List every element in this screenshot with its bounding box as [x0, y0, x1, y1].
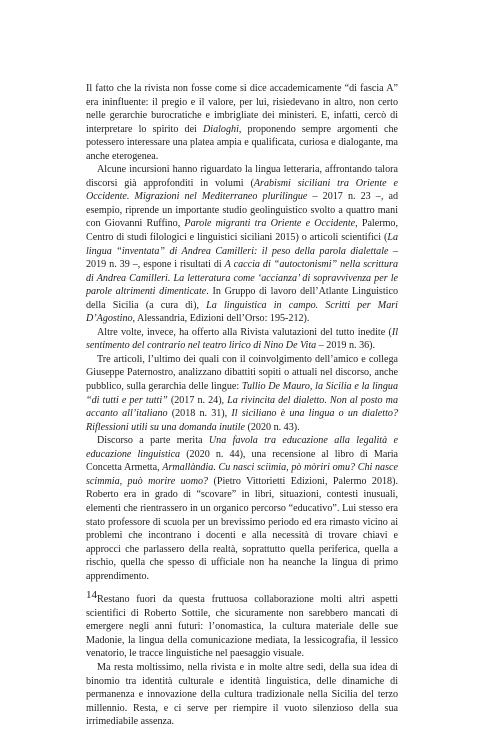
- italic-text: La rivincita del dialetto. Non al posto ma accanto all’italiano: [86, 394, 398, 420]
- paragraph: [86, 82, 398, 163]
- italic-text: Una favola tra educazione alla legalità e educazione linguistica: [86, 435, 398, 460]
- text-run: (2020 n. 44), una recensione al libro di Maria Concetta Armetta,: [86, 448, 398, 474]
- text-run: (2017 n. 24),: [167, 394, 228, 406]
- text-run: Il fatto che la rivista non fosse come si dice accademicamente “di fascia A” era ininfluente: il pregio e il valore, per lui, risiedevano in altro, non certo nelle gerarchie burocratiche e imbrigliate dei ministeri. E, infatti, cercò di interpretare lo spirito dei: [86, 83, 398, 135]
- text-run: – 2019 n. 36).: [316, 340, 376, 352]
- text-run: – 2017 n. 23 –, ad esempio, riprende un importante studio geolinguistico svolto a quattro mani con Giovanni Ruffino,: [86, 191, 399, 230]
- italic-text: Arabismi siciliani tra Oriente e Occidente. Migrazioni nel Mediterraneo plurilingue: [86, 177, 398, 203]
- paragraph: [86, 353, 398, 434]
- text-run: , Palermo, Centro di studi filologici e linguistici siciliani 2015) o articoli scientifici (: [86, 218, 398, 244]
- text-run: (2020 n. 43).: [244, 421, 300, 433]
- italic-text: La linguistica in campo. Scritti per Mari D’Agostino: [86, 299, 398, 325]
- paragraph: [86, 661, 398, 729]
- text-run: , Alessandria, Edizioni dell’Orso: 195-212).: [132, 313, 310, 325]
- text-run: Discorso a parte merita: [97, 435, 209, 447]
- italic-text: Tullio De Mauro, la Sicilia e la lingua “di tutti e per tutti”: [86, 381, 398, 406]
- paragraph: [86, 163, 398, 326]
- text-run: – 2019 n. 39 –, espone i risultati di: [86, 245, 398, 271]
- text-run: . In Gruppo di lavoro dell’Atlante Linguistico della Sicilia (a cura di),: [86, 286, 398, 311]
- text-run: Alcune incursioni hanno riguardato la lingua letteraria, affrontando talora discorsi già approfonditi in volumi (: [86, 164, 398, 189]
- body-text: [86, 82, 398, 729]
- italic-text: Armallàndia. Cu nasci sciìmia, pò mòriri omu? Chi nasce scimmia, può morire uomo?: [86, 462, 398, 487]
- italic-text: A caccia di “autoctonismi” nella scrittura di Andrea Camilleri. La letteratura come ‘accianza’ di sopravvivenza per le parole altrimenti dimenticate: [86, 259, 398, 298]
- paragraph: [86, 593, 398, 661]
- text-run: (Pietro Vittorietti Edizioni, Palermo 2018). Roberto era in grado di “scovare” in libri, situazioni, contesti inusuali, elementi che rientrassero in un organico percorso “educativo”. Lui stesso era stato professore di scuola per un brevissimo periodo ed era rimasto vicino ai problemi che incontrano i docenti e alla necessità di trovare chiavi e approcci che parlassero della realtà, soprattutto quella periferica, quella a rischio, quella che spesso di ufficiale non ha neanche la lingua di primo apprendimento.: [86, 475, 398, 582]
- text-run: Tre articoli, l’ultimo dei quali con il coinvolgimento dell’amico e collega Giuseppe Paternostro, analizzano dibattiti sopiti o attuali nel discorso, anche pubblico, sulla gerarchia delle lingue:: [86, 353, 398, 393]
- text-run: Restano fuori da questa fruttuosa collaborazione molti altri aspetti scientifici di Roberto Sottile, che sicuramente non sarebbero mancati di emergere negli anni futuri: l’onomastica, la cultura materiale delle sue Madonie, la lingua della comunicazione mediata, la lessicografia, il lessico venatorio, le tracce linguistiche nel paesaggio visuale.: [86, 594, 398, 660]
- text-run: (2018 n. 31),: [167, 408, 232, 420]
- text-run: Ma resta moltissimo, nella rivista e in molte altre sedi, della sua idea di binomio tra identità culturale e identità linguistica, delle dinamiche di permanenza e innovazione della cultura tradizionale nella Sicilia del terzo millennio. Resta, e ci serve per riempire il vuoto silenzioso della sua irrimediabile assenza.: [86, 661, 398, 728]
- italic-text: Parole migranti tra Oriente e Occidente: [184, 218, 356, 230]
- paragraph: [86, 326, 398, 353]
- italic-text: La lingua “inventata” di Andrea Camilleri: il peso della parola dialettale: [86, 232, 398, 257]
- paragraph: [86, 434, 398, 583]
- page-number: 14: [86, 589, 97, 601]
- text-run: , proponendo sempre argomenti che potessero interessare una platea ampia e qualificata, curiosa e dialogante, ma anche eterogenea.: [86, 123, 398, 162]
- italic-text: Il siciliano è una lingua o un dialetto? Riflessioni utili su una domanda inutile: [86, 408, 398, 433]
- italic-text: Il sentimento del contrario nel teatro lirico di Nino De Vita: [86, 326, 398, 352]
- italic-text: Dialoghi: [202, 123, 239, 135]
- text-run: Altre volte, invece, ha offerto alla Rivista valutazioni del tutto inedite (: [97, 326, 392, 338]
